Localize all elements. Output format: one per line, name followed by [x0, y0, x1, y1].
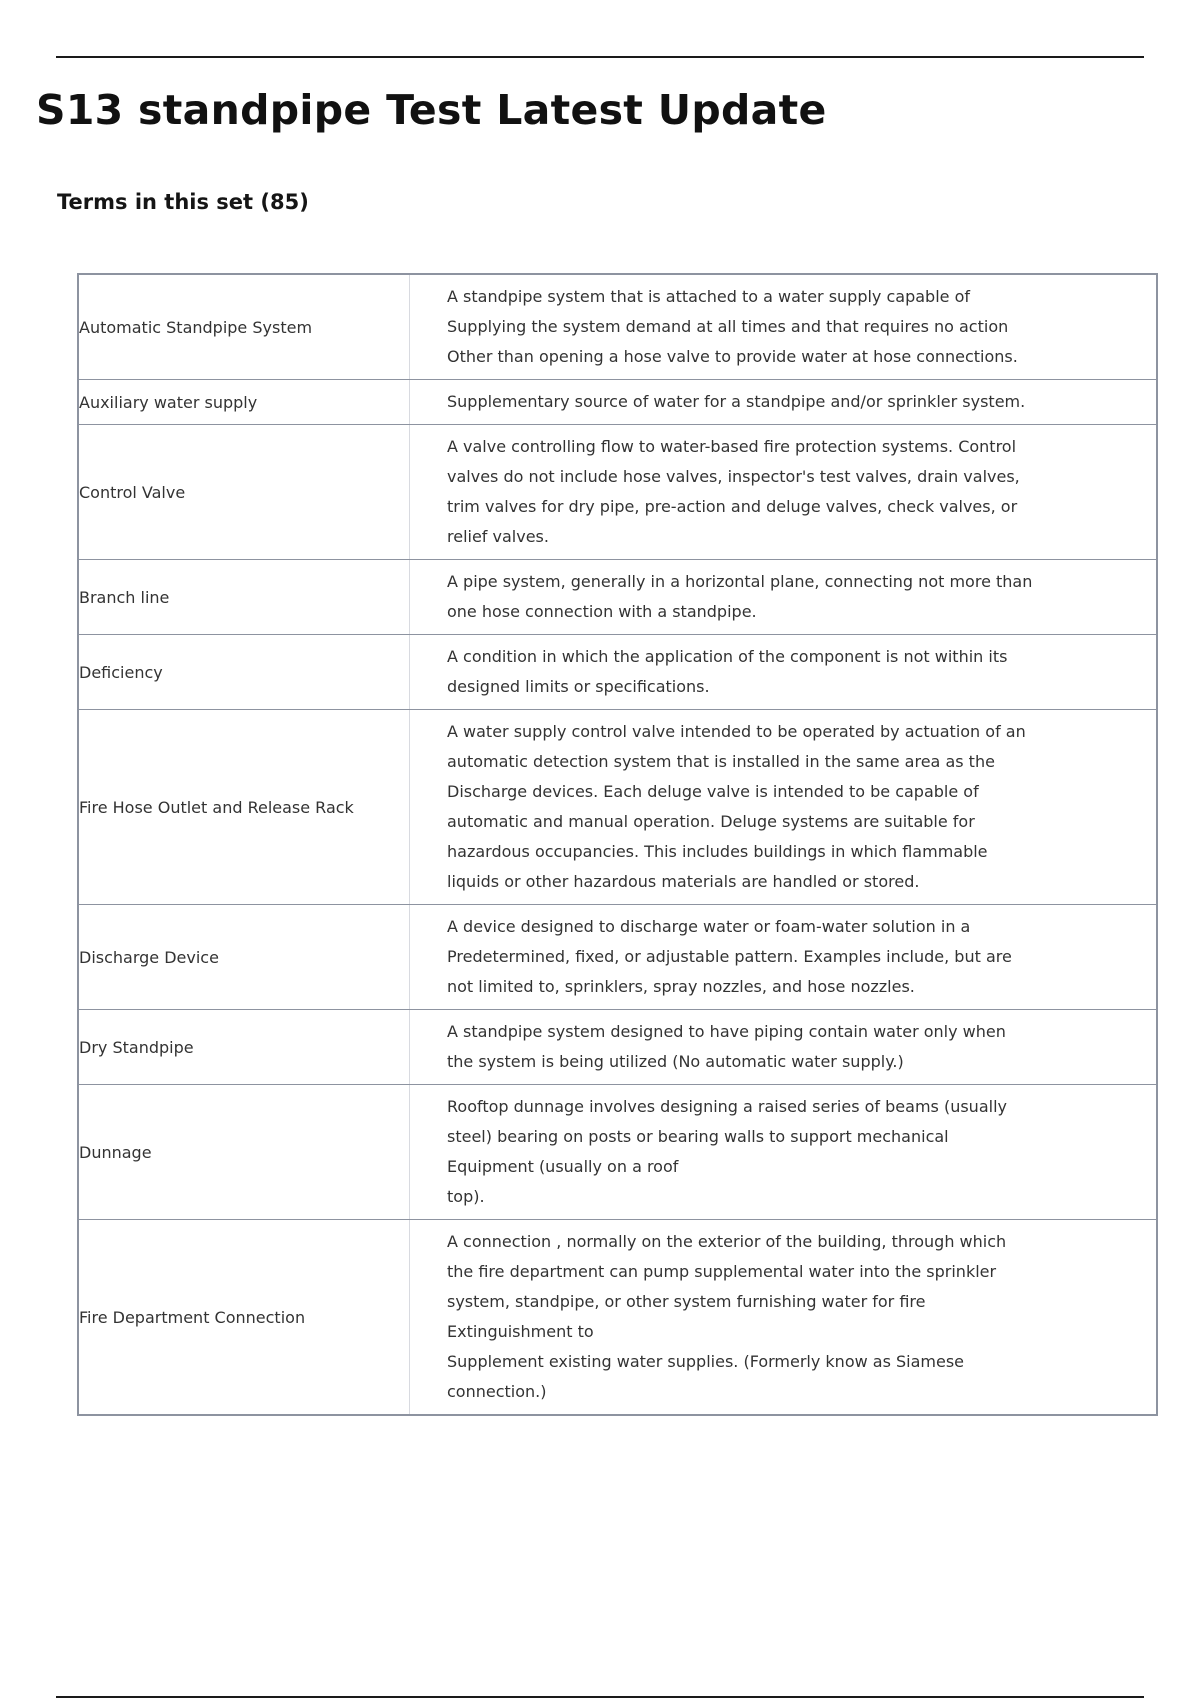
definition-line: A water supply control valve intended to be operated by actuation of an: [447, 722, 1026, 741]
page-title: S13 standpipe Test Latest Update: [36, 86, 827, 134]
term-row: [78, 1085, 1157, 1220]
term-row: [78, 1220, 1157, 1416]
term-cell: Fire Department Connection: [78, 1220, 410, 1416]
definition-line: Supplement existing water supplies. (Formerly know as Siamese: [447, 1352, 965, 1371]
definition-line: A valve controlling flow to water-based fire protection systems. Control: [447, 437, 1017, 456]
definition-line: automatic detection system that is installed in the same area as the: [447, 752, 995, 771]
definition-line: relief valves.: [447, 527, 549, 546]
definition-line: one hose connection with a standpipe.: [447, 602, 757, 621]
definition-line: system, standpipe, or other system furnishing water for fire: [447, 1292, 926, 1311]
term-row: [78, 710, 1157, 905]
term-row: [78, 380, 1157, 425]
definition-line: the system is being utilized (No automatic water supply.): [447, 1052, 904, 1071]
definition-line: A standpipe system designed to have piping contain water only when: [447, 1022, 1006, 1041]
definition-line: Supplementary source of water for a standpipe and/or sprinkler system.: [447, 392, 1026, 411]
definition-line: not limited to, sprinklers, spray nozzles, and hose nozzles.: [447, 977, 915, 996]
definition-line: trim valves for dry pipe, pre-action and deluge valves, check valves, or: [447, 497, 1018, 516]
definition-line: A device designed to discharge water or foam-water solution in a: [447, 917, 971, 936]
term-cell: Branch line: [78, 560, 410, 635]
definition-cell: [410, 710, 1158, 905]
definition-cell: [410, 635, 1158, 710]
term-cell: Auxiliary water supply: [78, 380, 410, 425]
term-row: [78, 635, 1157, 710]
definition-cell: [410, 560, 1158, 635]
definition-line: automatic and manual operation. Deluge systems are suitable for: [447, 812, 975, 831]
definition-line: designed limits or specifications.: [447, 677, 710, 696]
definition-line: Discharge devices. Each deluge valve is intended to be capable of: [447, 782, 979, 801]
term-cell: Deficiency: [78, 635, 410, 710]
definition-line: A condition in which the application of the component is not within its: [447, 647, 1008, 666]
definition-cell: [410, 425, 1158, 560]
definition-line: A pipe system, generally in a horizontal plane, connecting not more than: [447, 572, 1033, 591]
definition-line: Other than opening a hose valve to provide water at hose connections.: [447, 347, 1018, 366]
term-row: [78, 905, 1157, 1010]
definition-cell: [410, 1010, 1158, 1085]
top-rule: [56, 56, 1144, 58]
definition-line: A connection , normally on the exterior of the building, through which: [447, 1232, 1007, 1251]
definition-line: the fire department can pump supplemental water into the sprinkler: [447, 1262, 997, 1281]
definition-cell: [410, 274, 1158, 380]
definition-cell: [410, 1220, 1158, 1416]
term-row: [78, 274, 1157, 380]
term-cell: Dunnage: [78, 1085, 410, 1220]
term-row: [78, 560, 1157, 635]
terms-table-body: [78, 274, 1157, 1415]
terms-table: [77, 273, 1158, 1416]
definition-line: A standpipe system that is attached to a water supply capable of: [447, 287, 970, 306]
definition-line: Equipment (usually on a roof: [447, 1157, 679, 1176]
definition-cell: [410, 1085, 1158, 1220]
term-cell: Discharge Device: [78, 905, 410, 1010]
definition-line: Extinguishment to: [447, 1322, 594, 1341]
definition-line: Rooftop dunnage involves designing a raised series of beams (usually: [447, 1097, 1007, 1116]
term-cell: Dry Standpipe: [78, 1010, 410, 1085]
definition-line: Predetermined, fixed, or adjustable pattern. Examples include, but are: [447, 947, 1012, 966]
definition-line: Supplying the system demand at all times and that requires no action: [447, 317, 1009, 336]
term-row: [78, 1010, 1157, 1085]
bottom-rule: [56, 1696, 1144, 1698]
definition-line: connection.): [447, 1382, 547, 1401]
term-row: [78, 425, 1157, 560]
definition-line: top).: [447, 1187, 485, 1206]
definition-line: steel) bearing on posts or bearing walls to support mechanical: [447, 1127, 949, 1146]
definition-cell: [410, 905, 1158, 1010]
term-cell: Automatic Standpipe System: [78, 274, 410, 380]
definition-line: liquids or other hazardous materials are handled or stored.: [447, 872, 920, 891]
definition-line: hazardous occupancies. This includes buildings in which flammable: [447, 842, 988, 861]
definition-cell: [410, 380, 1158, 425]
definition-line: valves do not include hose valves, inspector's test valves, drain valves,: [447, 467, 1020, 486]
term-cell: Fire Hose Outlet and Release Rack: [78, 710, 410, 905]
term-cell: Control Valve: [78, 425, 410, 560]
terms-count-heading: Terms in this set (85): [57, 190, 309, 214]
